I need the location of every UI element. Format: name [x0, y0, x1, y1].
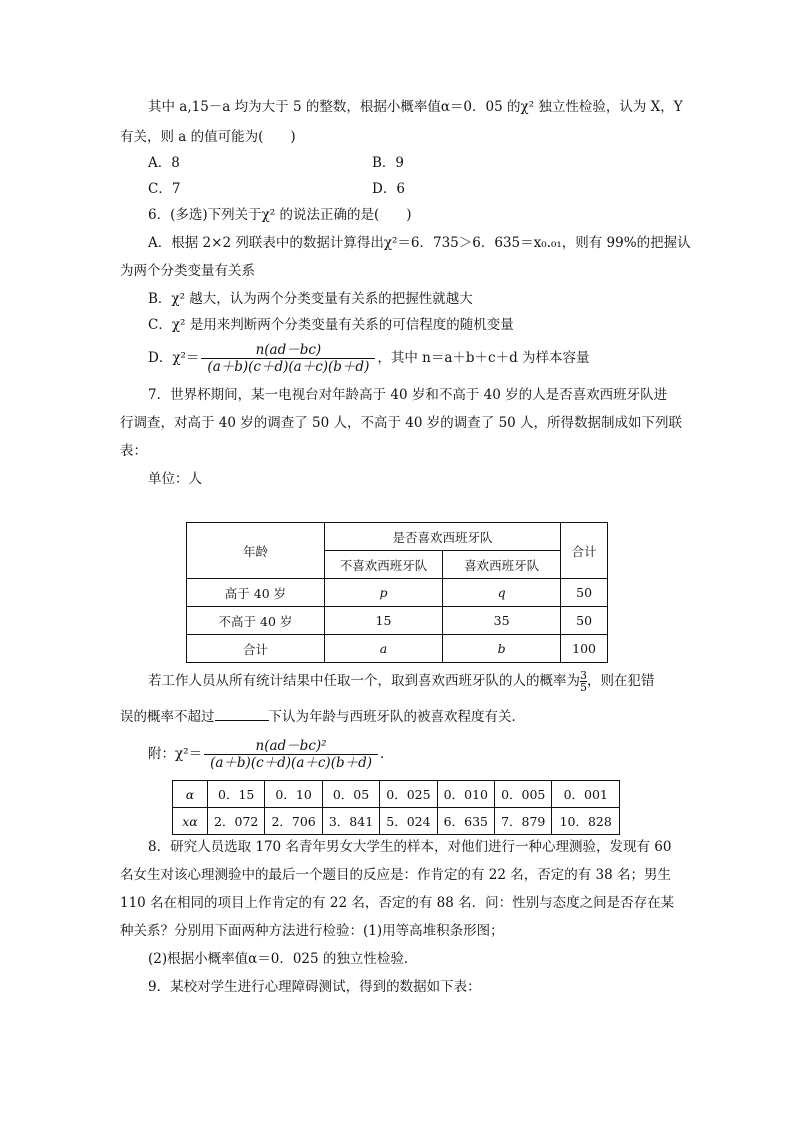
table-cell: q — [443, 579, 561, 607]
table-cell: b — [443, 635, 561, 663]
q7-after-line2-post: 下认为年龄与西班牙队的被喜欢程度有关． — [268, 709, 525, 725]
table-cell: 50 — [561, 579, 608, 607]
probability-denominator: 5 — [580, 681, 587, 694]
table-cell: 高于 40 岁 — [187, 579, 325, 607]
q7-after-line2 — [120, 706, 525, 726]
q6-option-d-suffix: ，其中 n＝a＋b＋c＋d 为样本容量 — [377, 350, 590, 366]
table-cell: 合计 — [187, 635, 325, 663]
q8-line2: 名女生对该心理测验中的最后一个题目的反应是：作肯定的有 22 名，否定的有 38 名；男生 — [120, 867, 672, 883]
table-cell: 2．072 — [208, 808, 265, 835]
q8-line1: 8．研究人员选取 170 名青年男女大学生的样本，对他们进行一种心理测验，发现有 60 — [148, 839, 672, 855]
q6-stem: 6．(多选)下列关于χ² 的说法正确的是( ) — [148, 207, 412, 223]
q8-line3: 110 名在相同的项目上作肯定的有 22 名，否定的有 88 名．问：性别与态度之间是否存在某 — [120, 895, 675, 911]
header-total: 合计 — [561, 523, 608, 579]
table-cell: 5．024 — [380, 808, 437, 835]
q7-line3: 表： — [120, 443, 147, 459]
table-cell: 0．025 — [380, 781, 437, 808]
table-cell: 50 — [561, 607, 608, 635]
table-row — [187, 579, 608, 607]
answer-blank[interactable] — [215, 706, 269, 721]
q8-line4: 种关系？分别用下面两种方法进行检验：(1)用等高堆积条形图； — [120, 923, 504, 939]
probability-fraction — [580, 670, 587, 693]
appendix-denominator: (a＋b)(c＋d)(a＋c)(b＋d) — [210, 755, 373, 771]
table-cell: 不高于 40 岁 — [187, 607, 325, 635]
appendix-prefix: 附：χ²＝ — [148, 746, 203, 762]
critical-value-table — [172, 780, 620, 835]
q6-option-d-prefix: D．χ²＝ — [148, 350, 200, 366]
q6-option-a-line1: A．根据 2×2 列联表中的数据计算得出χ²＝6．735＞6．635＝x₀.₀₁，则有 99%的把握认 — [148, 235, 691, 251]
q5-option-a: A．8 — [148, 155, 180, 171]
q5-line2: 有关，则 a 的值可能为( ) — [120, 129, 296, 145]
table-cell: 0．15 — [208, 781, 265, 808]
table-row — [173, 781, 620, 808]
table-cell: 0．05 — [322, 781, 379, 808]
q5-line1: 其中 a,15－a 均为大于 5 的整数，根据小概率值α＝0．05 的χ² 独立性检验，认为 X，Y — [148, 99, 683, 115]
appendix-numerator: n(ad－bc)² — [204, 738, 378, 755]
x-label: xα — [173, 808, 208, 835]
q7-after-line1-post: ，则在犯错 — [587, 673, 655, 689]
q5-option-c: C．7 — [148, 181, 181, 197]
q6-option-c: C．χ² 是用来判断两个分类变量有关系的可信程度的随机变量 — [148, 317, 514, 333]
table-cell: 15 — [324, 607, 442, 635]
table-row — [187, 607, 608, 635]
q7-after-line1 — [148, 670, 655, 693]
q6-formula-denominator: (a＋b)(c＋d)(a＋c)(b＋d) — [207, 359, 370, 375]
header-age: 年龄 — [187, 523, 325, 579]
table-cell: 0．10 — [265, 781, 322, 808]
q9-line1: 9．某校对学生进行心理障碍测试，得到的数据如下表： — [148, 979, 481, 995]
table-cell: 7．879 — [495, 808, 552, 835]
table-cell: 0．001 — [552, 781, 620, 808]
contingency-table — [186, 522, 608, 663]
q7-unit: 单位：人 — [148, 471, 202, 487]
table-row — [173, 808, 620, 835]
q6-formula-fraction — [201, 342, 375, 375]
table-cell: 0．005 — [495, 781, 552, 808]
q7-line2: 行调查，对高于 40 岁的调查了 50 人，不高于 40 岁的调查了 50 人，所得数据制成如下列联 — [120, 415, 683, 431]
table-cell: p — [324, 579, 442, 607]
probability-numerator: 3 — [580, 669, 587, 682]
appendix-suffix: ． — [380, 746, 394, 762]
q8-line5: (2)根据小概率值α＝0．025 的独立性检验． — [148, 951, 418, 967]
header-like: 喜欢西班牙队 — [443, 551, 561, 579]
table-cell: 10．828 — [552, 808, 620, 835]
q7-line1: 7．世界杯期间，某一电视台对年龄高于 40 岁和不高于 40 岁的人是否喜欢西班牙队进 — [148, 387, 668, 403]
table-cell: 3．841 — [322, 808, 379, 835]
header-dislike: 不喜欢西班牙队 — [324, 551, 442, 579]
appendix-fraction — [204, 738, 378, 771]
q6-formula-numerator: n(ad－bc) — [201, 342, 375, 359]
alpha-label: α — [173, 781, 208, 808]
table-cell: a — [324, 635, 442, 663]
table-cell: 100 — [561, 635, 608, 663]
table-row — [187, 635, 608, 663]
q5-option-d: D．6 — [372, 181, 405, 197]
q7-after-line1-pre: 若工作人员从所有统计结果中任取一个，取到喜欢西班牙队的人的概率为 — [148, 673, 580, 689]
q6-option-d — [148, 342, 590, 375]
q5-option-b: B．9 — [372, 155, 405, 171]
q6-option-b: B．χ² 越大，认为两个分类变量有关系的把握性就越大 — [148, 291, 473, 307]
table-cell: 2．706 — [265, 808, 322, 835]
table-cell: 35 — [443, 607, 561, 635]
header-group: 是否喜欢西班牙队 — [324, 523, 560, 551]
q6-option-a-line2: 为两个分类变量有关系 — [120, 263, 255, 279]
q7-after-line2-pre: 误的概率不超过 — [120, 709, 215, 725]
table-cell: 0．010 — [437, 781, 494, 808]
q7-appendix — [148, 738, 394, 771]
table-cell: 6．635 — [437, 808, 494, 835]
